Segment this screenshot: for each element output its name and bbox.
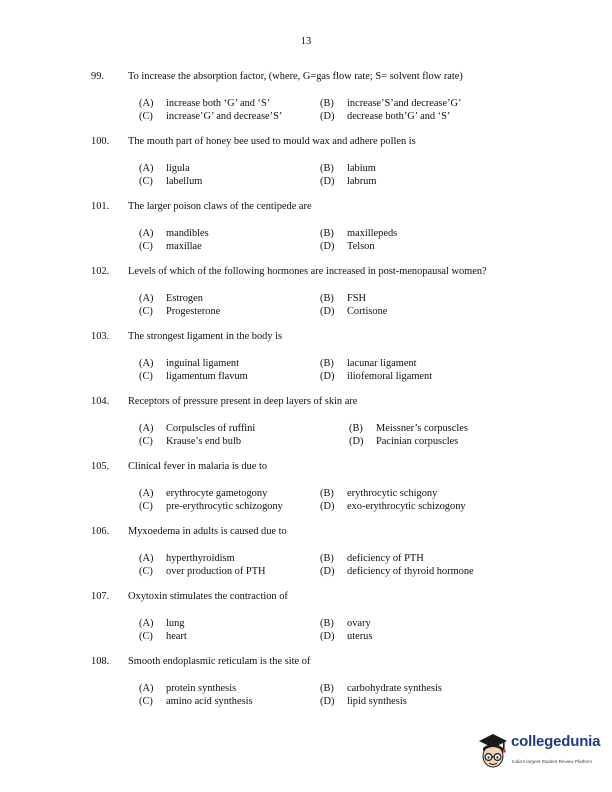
page-number: 13 <box>300 36 312 47</box>
option-letter: (C) <box>139 436 153 447</box>
option-b: lacunar ligament <box>347 358 417 369</box>
question-105 <box>91 460 531 513</box>
option-letter: (C) <box>139 501 153 512</box>
option-c: pre-erythrocytic schizogony <box>166 501 283 512</box>
option-letter: (B) <box>320 228 334 239</box>
option-letter: (B) <box>320 553 334 564</box>
option-letter: (C) <box>139 566 153 577</box>
graduate-mascot-icon <box>475 729 511 773</box>
option-d: labrum <box>347 176 377 187</box>
question-103 <box>91 330 531 383</box>
option-letter: (D) <box>320 696 335 707</box>
option-c: ligamentum flavum <box>166 371 248 382</box>
option-c: amino acid synthesis <box>166 696 253 707</box>
option-a: lung <box>166 618 185 629</box>
option-a: erythrocyte gametogony <box>166 488 268 499</box>
option-d: Cortisone <box>347 306 388 317</box>
option-letter: (D) <box>320 176 335 187</box>
option-d: lipid synthesis <box>347 696 407 707</box>
collegedunia-logo[interactable] <box>475 727 605 777</box>
option-letter: (C) <box>139 241 153 252</box>
question-text: The mouth part of honey bee used to mould wax and adhere pollen is <box>128 136 416 147</box>
logo-wordmark: collegedunia <box>511 733 601 750</box>
option-letter: (B) <box>320 358 334 369</box>
option-letter: (C) <box>139 696 153 707</box>
option-letter: (B) <box>320 488 334 499</box>
option-c: labellum <box>166 176 203 187</box>
logo-tagline: India's largest Student Review Platform <box>512 759 593 764</box>
option-letter: (A) <box>139 98 154 109</box>
question-text: Oxytoxin stimulates the contraction of <box>128 591 288 602</box>
question-text: Receptors of pressure present in deep layers of skin are <box>128 396 358 407</box>
option-a: increase both ‘G’ and ‘S’ <box>166 98 271 109</box>
question-106 <box>91 525 531 578</box>
option-c: Progesterone <box>166 306 221 317</box>
question-number: 101. <box>91 201 110 212</box>
option-d: Pacinian corpuscles <box>376 436 459 447</box>
option-d: iliofemoral ligament <box>347 371 433 382</box>
question-104 <box>91 395 531 448</box>
option-d: exo-erythrocytic schizogony <box>347 501 466 512</box>
question-text: Levels of which of the following hormones are increased in post-menopausal women? <box>128 266 487 277</box>
option-letter: (A) <box>139 358 154 369</box>
option-d: deficiency of thyroid hormone <box>347 566 474 577</box>
question-number: 103. <box>91 331 110 342</box>
option-letter: (A) <box>139 228 154 239</box>
option-letter: (D) <box>320 501 335 512</box>
option-d: uterus <box>347 631 373 642</box>
option-letter: (D) <box>320 371 335 382</box>
question-number: 100. <box>91 136 110 147</box>
option-d: decrease both’G’ and ‘S’ <box>347 111 451 122</box>
question-text: Smooth endoplasmic reticulam is the site of <box>128 656 311 667</box>
option-b: FSH <box>347 293 367 304</box>
option-a: protein synthesis <box>166 683 237 694</box>
question-107 <box>91 590 531 643</box>
question-101 <box>91 200 531 253</box>
option-letter: (D) <box>320 566 335 577</box>
option-letter: (C) <box>139 111 153 122</box>
option-c: maxillae <box>166 241 202 252</box>
question-text: Myxoedema in adults is caused due to <box>128 526 287 537</box>
option-letter: (A) <box>139 488 154 499</box>
option-c: over production of PTH <box>166 566 266 577</box>
option-b: deficiency of PTH <box>347 553 424 564</box>
question-number: 99. <box>91 71 104 82</box>
question-99 <box>91 70 531 123</box>
option-letter: (A) <box>139 618 154 629</box>
option-d: Telson <box>347 241 375 252</box>
option-letter: (B) <box>320 98 334 109</box>
option-b: ovary <box>347 618 371 629</box>
option-letter: (B) <box>320 683 334 694</box>
option-letter: (C) <box>139 371 153 382</box>
question-text: The strongest ligament in the body is <box>128 331 283 342</box>
option-c: increase’G’ and decrease’S’ <box>166 111 283 122</box>
question-text: To increase the absorption factor, (where, G=gas flow rate; S= solvent flow rate) <box>128 71 463 82</box>
option-b: Meissner’s corpuscles <box>376 423 468 434</box>
option-letter: (D) <box>320 306 335 317</box>
option-a: ligula <box>166 163 190 174</box>
option-a: Corpulscles of ruffini <box>166 423 256 434</box>
option-a: mandibles <box>166 228 209 239</box>
option-letter: (B) <box>320 163 334 174</box>
option-b: erythrocytic schigony <box>347 488 438 499</box>
option-c: heart <box>166 631 187 642</box>
question-text: The larger poison claws of the centipede are <box>128 201 312 212</box>
option-letter: (A) <box>139 553 154 564</box>
option-letter: (A) <box>139 683 154 694</box>
question-number: 105. <box>91 461 110 472</box>
option-letter: (B) <box>320 293 334 304</box>
question-102 <box>91 265 531 318</box>
option-b: increase’S’and decrease’G’ <box>347 98 462 109</box>
option-letter: (D) <box>349 436 364 447</box>
question-100 <box>91 135 531 188</box>
question-number: 106. <box>91 526 110 537</box>
option-a: hyperthyroidism <box>166 553 235 564</box>
option-letter: (D) <box>320 241 335 252</box>
option-letter: (C) <box>139 176 153 187</box>
question-108 <box>91 655 531 708</box>
question-number: 102. <box>91 266 110 277</box>
option-b: maxillepeds <box>347 228 398 239</box>
option-c: Krause’s end bulb <box>166 436 242 447</box>
option-b: carbohydrate synthesis <box>347 683 442 694</box>
question-number: 108. <box>91 656 110 667</box>
option-a: Estrogen <box>166 293 203 304</box>
option-letter: (B) <box>349 423 363 434</box>
option-letter: (C) <box>139 631 153 642</box>
option-letter: (A) <box>139 423 154 434</box>
option-a: inguinal ligament <box>166 358 240 369</box>
option-letter: (A) <box>139 163 154 174</box>
question-number: 107. <box>91 591 110 602</box>
question-text: Clinical fever in malaria is due to <box>128 461 268 472</box>
option-letter: (A) <box>139 293 154 304</box>
option-b: labium <box>347 163 376 174</box>
question-number: 104. <box>91 396 110 407</box>
option-letter: (B) <box>320 618 334 629</box>
option-letter: (C) <box>139 306 153 317</box>
option-letter: (D) <box>320 111 335 122</box>
option-letter: (D) <box>320 631 335 642</box>
